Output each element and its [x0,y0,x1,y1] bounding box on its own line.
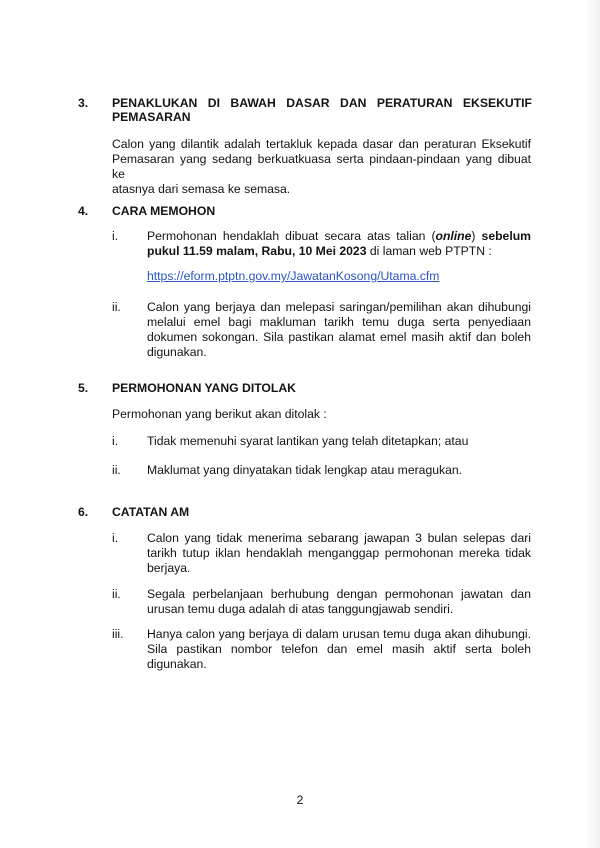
section-4-item-ii-line-2: melalui emel bagi makluman tarikh temu duga serta penyediaan [147,315,531,329]
deadline-text: pukul 11.59 malam, Rabu, 10 Mei 2023 [147,244,367,258]
section-4-item-ii-number: ii. [112,300,121,314]
section-5-intro [112,407,531,422]
section-4-item-ii-line-1: Calon yang berjaya dan melepasi saringan/pemilihan akan dihubungi [147,300,531,314]
section-6-title: CATATAN AM [112,505,190,519]
section-3-number: 3. [78,96,89,110]
page-edge-shadow [586,0,600,848]
section-4-item-i-line-2 [147,244,531,259]
section-4-item-ii [147,300,531,360]
section-6-item-i-line-3: berjaya. [147,561,191,575]
section-5-item-ii-number: ii. [112,463,121,477]
section-3-paragraph-line-2: Pemasaran yang sedang berkuatkuasa serta pindaan-pindaan yang dibuat ke [112,152,531,181]
section-6-item-iii [147,627,531,672]
online-text: online [435,229,472,243]
section-6-item-i [147,531,531,576]
section-4-item-i-line-1 [147,229,531,244]
section-5-title: PERMOHONAN YANG DITOLAK [112,381,296,395]
section-6-item-i-number: i. [112,531,119,545]
section-3-paragraph-line-1: Calon yang dilantik adalah tertakluk kepada dasar dan peraturan Eksekutif [112,137,531,151]
section-6-item-i-line-2: tarikh tutup iklan hendaklah menganggap permohonan mereka tidak [147,546,531,560]
section-6-item-ii-line-1: Segala perbelanjaan berhubung dengan permohonan jawatan dan [147,587,531,601]
section-5-item-ii [147,463,531,478]
section-6-item-iii-number: iii. [112,627,124,641]
section-4-number: 4. [78,204,89,218]
section-4-item-i-number: i. [112,229,119,243]
section-3-paragraph-line-3: atasnya dari semasa ke semasa. [112,182,291,196]
section-4-title: CARA MEMOHON [112,204,216,218]
section-6-item-i-line-1: Calon yang tidak menerima sebarang jawapan 3 bulan selepas dari [147,531,531,545]
section-4-item-ii-line-4: digunakan. [147,345,207,359]
page-number: 2 [296,793,304,807]
section-5-number: 5. [78,381,89,395]
section-6-item-iii-line-2: Sila pastikan nombor telefon dan emel masih aktif serta boleh [147,642,531,656]
apply-text: Permohonan hendaklah dibuat secara atas talian ( [147,229,436,243]
website-text: di laman web PTPTN : [366,244,492,258]
section-6-item-ii [147,587,531,617]
section-5-item-i-number: i. [112,434,119,448]
section-6-number: 6. [78,505,89,519]
section-6-item-ii-line-2: urusan temu duga adalah di atas tanggungjawab sendiri. [147,602,454,616]
section-3-paragraph [112,137,531,197]
application-form-link[interactable]: https://eform.ptptn.gov.my/JawatanKosong/Utama.cfm [147,269,440,283]
section-6-item-iii-line-1: Hanya calon yang berjaya di dalam urusan temu duga akan dihubungi. [147,627,531,641]
section-4-item-ii-line-3: dokumen sokongan. Sila pastikan alamat emel masih aktif dan boleh [147,330,531,344]
section-3-title-line-1: PENAKLUKAN DI BAWAH DASAR DAN PERATURAN EKSEKUTIF [112,96,532,110]
section-5-item-i [147,434,531,449]
section-3-title [112,96,532,124]
section-3-title-line-2: PEMASARAN [112,110,191,124]
section-6-item-ii-number: ii. [112,587,121,601]
section-5-item-i-line: Tidak memenuhi syarat lantikan yang telah ditetapkan; atau [147,434,469,448]
section-4-item-i [147,229,531,259]
before-text: sebelum [481,229,531,243]
section-5-item-ii-line: Maklumat yang dinyatakan tidak lengkap atau meragukan. [147,463,463,477]
section-5-intro-line: Permohonan yang berikut akan ditolak : [112,407,327,421]
apply-text-mid: ) [471,229,482,243]
section-6-item-iii-line-3: digunakan. [147,657,207,671]
